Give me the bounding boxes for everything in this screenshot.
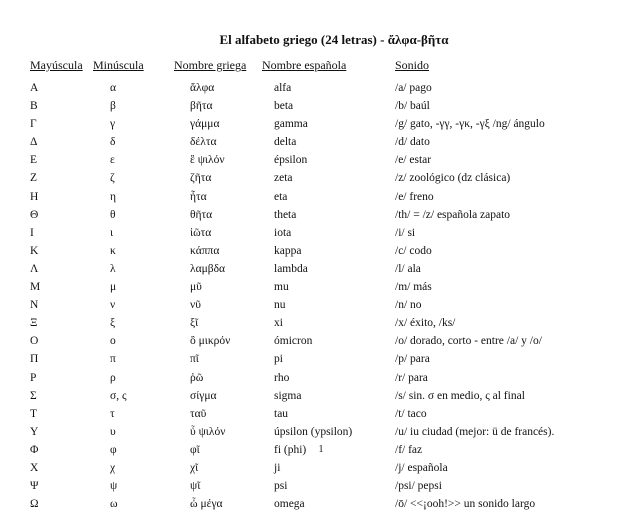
- spanish-name: ji: [274, 461, 281, 474]
- greek-name: ῥῶ: [190, 371, 204, 384]
- table-row: [0, 498, 638, 516]
- table-row: [0, 227, 638, 245]
- uppercase-letter: Ε: [30, 154, 38, 167]
- spanish-name: nu: [274, 299, 286, 312]
- greek-name: ἰῶτα: [190, 226, 212, 239]
- table-row: [0, 154, 638, 172]
- table-row: [0, 209, 638, 227]
- uppercase-letter: Η: [30, 190, 39, 203]
- sound-description: /u/ iu ciudad (mejor: ü de francés).: [395, 425, 555, 438]
- greek-name: γάμμα: [190, 118, 220, 131]
- table-row: [0, 480, 638, 498]
- sound-description: /o/ dorado, corto - entre /a/ y /o/: [395, 335, 542, 348]
- greek-name: κάππα: [190, 244, 220, 257]
- table-row: [0, 426, 638, 444]
- greek-name: ταῦ: [190, 407, 207, 420]
- spanish-name: beta: [274, 100, 294, 113]
- lowercase-letter: ζ: [110, 172, 115, 185]
- uppercase-letter: Υ: [30, 425, 39, 438]
- lowercase-letter: ν: [110, 299, 116, 312]
- greek-name: πῖ: [190, 353, 199, 366]
- sound-description: /b/ baúl: [395, 100, 430, 113]
- uppercase-letter: Ζ: [30, 172, 38, 185]
- table-row: [0, 136, 638, 154]
- lowercase-letter: ρ: [110, 371, 116, 384]
- spanish-name: úpsilon (ypsilon): [274, 425, 353, 438]
- lowercase-letter: λ: [110, 262, 116, 275]
- greek-name: μῦ: [190, 281, 202, 294]
- spanish-name: tau: [274, 407, 289, 420]
- header-nombre-griega: Nombre griega: [174, 58, 247, 72]
- spanish-name: kappa: [274, 244, 302, 257]
- lowercase-letter: ξ: [110, 317, 116, 330]
- table-row: [0, 317, 638, 335]
- spanish-name: gamma: [274, 118, 308, 131]
- table-row: [0, 263, 638, 281]
- sound-description: /x/ éxito, /ks/: [395, 317, 456, 330]
- header-mayuscula: Mayúscula: [30, 58, 83, 72]
- sound-description: /f/ faz: [395, 443, 423, 456]
- spanish-name: eta: [274, 190, 288, 203]
- lowercase-letter: δ: [110, 136, 116, 149]
- uppercase-letter: Σ: [30, 389, 37, 402]
- spanish-name: ómicron: [274, 335, 313, 348]
- uppercase-letter: Β: [30, 100, 38, 113]
- lowercase-letter: η: [110, 190, 117, 203]
- table-row: [0, 172, 638, 190]
- lowercase-letter: σ, ς: [110, 389, 127, 402]
- uppercase-letter: Φ: [30, 443, 39, 456]
- lowercase-letter: κ: [110, 244, 116, 257]
- spanish-name: lambda: [274, 262, 308, 275]
- sound-description: /z/ zoológico (dz clásica): [395, 172, 511, 185]
- sound-description: /j/ española: [395, 461, 448, 474]
- spanish-name: fi (phi): [274, 443, 307, 456]
- table-row: [0, 390, 638, 408]
- sound-description: /t/ taco: [395, 407, 427, 420]
- greek-name: βῆτα: [190, 100, 213, 113]
- spanish-name: épsilon: [274, 154, 308, 167]
- spanish-name: pi: [274, 353, 283, 366]
- lowercase-letter: υ: [110, 425, 116, 438]
- uppercase-letter: Ψ: [30, 480, 39, 493]
- spanish-name: iota: [274, 226, 292, 239]
- sound-description: /psi/ pepsi: [395, 480, 442, 493]
- greek-name: χῖ: [190, 461, 199, 474]
- lowercase-letter: γ: [110, 118, 116, 131]
- lowercase-letter: ι: [110, 226, 114, 239]
- table-row: [0, 299, 638, 317]
- uppercase-letter: Λ: [30, 262, 39, 275]
- sound-description: /p/ para: [395, 353, 430, 366]
- uppercase-letter: Γ: [30, 118, 37, 131]
- table-row: [0, 408, 638, 426]
- sound-description: /r/ para: [395, 371, 428, 384]
- table-row: [0, 281, 638, 299]
- document-title: El alfabeto griego (24 letras) - ἄλφα-βῆτα: [219, 32, 449, 47]
- sound-description: /e/ estar: [395, 154, 432, 167]
- sound-description: /d/ dato: [395, 136, 430, 149]
- lowercase-letter: φ: [110, 443, 117, 456]
- sound-description: /e/ freno: [395, 190, 434, 203]
- lowercase-letter: χ: [110, 461, 116, 474]
- greek-name: θῆτα: [190, 208, 213, 221]
- spanish-name: omega: [274, 498, 305, 511]
- lowercase-letter: θ: [110, 208, 116, 221]
- sound-description: /m/ más: [395, 281, 432, 294]
- greek-name: νῦ: [190, 299, 201, 312]
- greek-name: λαμβδα: [190, 262, 226, 275]
- sound-description: /i/ si: [395, 226, 416, 239]
- uppercase-letter: Μ: [30, 281, 41, 294]
- table-row: [0, 372, 638, 390]
- sound-description: /c/ codo: [395, 244, 432, 257]
- spanish-name: rho: [274, 371, 290, 384]
- spanish-name: zeta: [274, 172, 293, 185]
- uppercase-letter: Ν: [30, 299, 39, 312]
- uppercase-letter: Κ: [30, 244, 39, 257]
- lowercase-letter: ε: [110, 154, 115, 167]
- spanish-name: alfa: [274, 82, 292, 94]
- sound-description: /th/ = /z/ española zapato: [395, 208, 511, 221]
- lowercase-letter: ω: [110, 498, 118, 511]
- header-nombre-espanola: Nombre española: [262, 58, 347, 72]
- uppercase-letter: Τ: [30, 407, 38, 420]
- uppercase-letter: Θ: [30, 208, 39, 221]
- lowercase-letter: ο: [110, 335, 116, 348]
- uppercase-letter: Δ: [30, 136, 38, 149]
- header-minuscula: Minúscula: [93, 58, 144, 72]
- lowercase-letter: μ: [110, 281, 117, 294]
- table-row: [0, 100, 638, 118]
- greek-name: ψῖ: [190, 480, 201, 493]
- greek-name: δέλτα: [190, 136, 217, 149]
- sound-description: /a/ pago: [395, 82, 432, 94]
- table-row: [0, 245, 638, 263]
- spanish-name: xi: [274, 317, 283, 330]
- page-number: 1: [318, 444, 324, 455]
- greek-name: σίγμα: [190, 389, 217, 402]
- uppercase-letter: Ρ: [30, 371, 37, 384]
- spanish-name: sigma: [274, 389, 302, 402]
- table-row: [0, 353, 638, 371]
- spanish-name: mu: [274, 281, 289, 294]
- greek-name: ὂ μικρόν: [190, 335, 231, 348]
- greek-name: ξῖ: [190, 317, 199, 330]
- sound-description: /g/ gato, -γγ, -γκ, -γξ /ng/ ángulo: [395, 118, 545, 131]
- greek-name: ὦ μέγα: [190, 498, 223, 511]
- table-row: [0, 82, 638, 100]
- uppercase-letter: Ω: [30, 498, 39, 511]
- uppercase-letter: Ι: [30, 226, 34, 239]
- uppercase-letter: Π: [30, 353, 39, 366]
- greek-name: φῖ: [190, 443, 200, 456]
- greek-name: ἄλφα: [190, 82, 215, 94]
- sound-description: /s/ sin. σ en medio, ς al final: [395, 389, 525, 402]
- lowercase-letter: π: [110, 353, 116, 366]
- lowercase-letter: τ: [110, 407, 115, 420]
- greek-name: ζῆτα: [190, 172, 212, 185]
- header-sonido: Sonido: [395, 58, 430, 72]
- spanish-name: theta: [274, 208, 297, 221]
- lowercase-letter: ψ: [110, 480, 118, 493]
- greek-name: ὖ ψιλόν: [190, 425, 226, 438]
- uppercase-letter: Ξ: [30, 317, 38, 330]
- uppercase-letter: Α: [30, 82, 39, 94]
- sound-description: /ō/ <<¡ooh!>> un sonido largo: [395, 498, 536, 511]
- sound-description: /n/ no: [395, 299, 422, 312]
- sound-description: /l/ ala: [395, 262, 421, 275]
- table-row: [0, 191, 638, 209]
- lowercase-letter: β: [110, 100, 116, 113]
- greek-name: ἒ ψιλόν: [190, 154, 225, 167]
- spanish-name: delta: [274, 136, 297, 149]
- spanish-name: psi: [274, 480, 288, 493]
- lowercase-letter: α: [110, 82, 117, 94]
- table-row: [0, 118, 638, 136]
- uppercase-letter: Ο: [30, 335, 39, 348]
- uppercase-letter: Χ: [30, 461, 39, 474]
- table-row: [0, 335, 638, 353]
- greek-name: ἦτα: [190, 190, 207, 203]
- table-row: [0, 462, 638, 480]
